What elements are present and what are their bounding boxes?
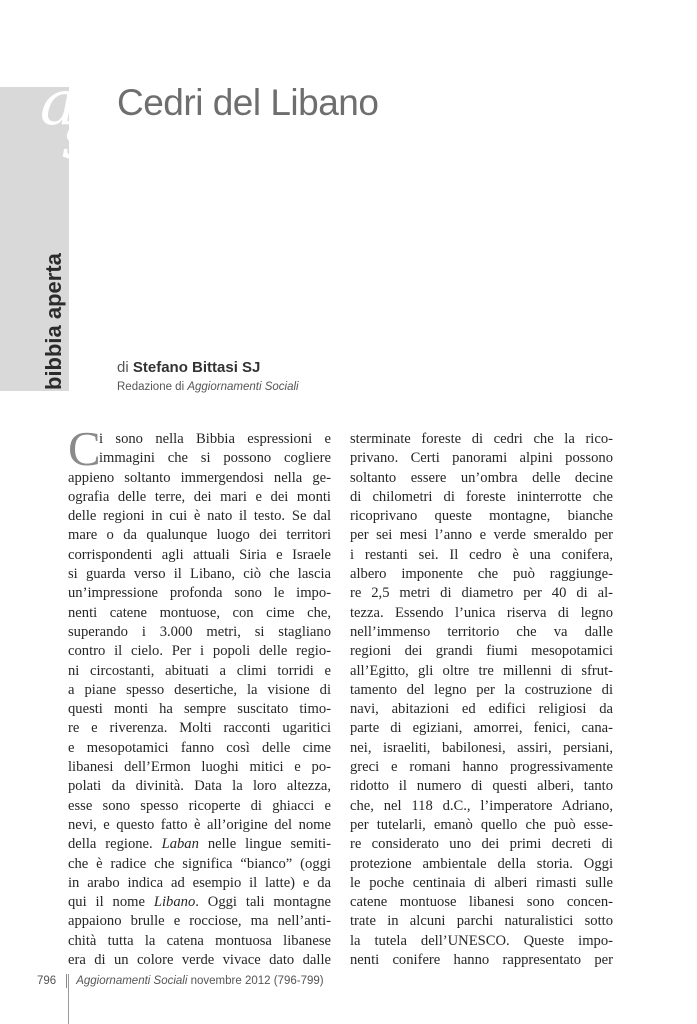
body-line: nenti catene montuose, con cime che,	[68, 604, 331, 621]
body-line: che, nel 118 d.C., l’imperatore Adriano,	[350, 797, 613, 814]
body-line: ricoprivano queste montagne, bianche	[350, 508, 613, 525]
body-line: ografia delle terre, dei mari e dei monti	[68, 488, 331, 505]
body-text: qui il nome	[68, 894, 145, 911]
body-line: appaiono brulle e rocciose, ma nell’anti-	[68, 913, 331, 930]
body-line: era di un colore verde vivace dato dalle	[68, 952, 331, 969]
body-line-with-italic	[68, 893, 331, 912]
body-line: nenti conifere hanno rappresentato per	[350, 952, 613, 969]
body-text: . Oggi tali montagne	[195, 894, 331, 911]
body-text: della regione.	[68, 836, 153, 853]
body-line: nell’immenso territorio che va dalle	[350, 623, 613, 640]
body-line: questi monti ha sempre suscitato timo-	[68, 701, 331, 718]
body-line: soltanto essere un’ombra delle decine	[350, 469, 613, 486]
drop-cap: C	[68, 421, 101, 476]
body-line: e mesopotamici fanno così delle cime	[68, 739, 331, 756]
body-line: regioni dei grandi fiumi mesopotamici	[350, 643, 613, 660]
author-name: Stefano Bittasi SJ	[132, 359, 261, 376]
footer-journal: Aggiornamenti Sociali	[76, 975, 188, 988]
journal-logo	[40, 66, 110, 173]
footer-issue: novembre 2012 (796-799)	[190, 975, 324, 988]
body-text: nelle lingue semiti-	[207, 836, 331, 853]
body-line: in arabo indica ad esempio il latte) e da	[68, 874, 331, 891]
body-column-right	[350, 430, 613, 970]
body-line: si guarda verso il Libano, ciò che lascia	[68, 566, 331, 583]
italic-term-libano: Libano	[153, 894, 196, 911]
body-line: ni circostanti, abituati a climi torridi e	[68, 662, 331, 679]
body-line: nevi, e questo fatto è all’origine del nome	[68, 816, 331, 833]
body-line: parte di egiziani, amorrei, fenici, cana-	[350, 720, 613, 737]
body-line: immagini che si possono cogliere	[99, 450, 331, 467]
body-line: di chilometri di foreste ininterrotte che	[350, 488, 613, 505]
body-line: per sei mesi l’anno e verde smeraldo per	[350, 527, 613, 544]
logo-letter-a: a	[40, 66, 77, 139]
body-line: nei, israeliti, babilonesi, assiri, persiani,	[350, 739, 613, 756]
body-line: polati da divinità. Data la loro altezza,	[68, 778, 331, 795]
body-line: chità tutta la catena montuosa libanese	[68, 932, 331, 949]
body-line: tezza. Essendo l’unica riserva di legno	[350, 604, 613, 621]
body-line: re considerato uno dei primi decreti di	[350, 836, 613, 853]
affiliation-prefix: Redazione di	[117, 381, 185, 393]
body-line: ridotto il numero di questi alberi, tanto	[350, 778, 613, 795]
body-line: protezione ambientale della storia. Oggi	[350, 855, 613, 872]
page-number: 796	[37, 975, 57, 988]
body-line: catene montuose libanesi sono concen-	[350, 894, 613, 911]
section-label: bibbia aperta	[41, 253, 66, 390]
body-line: corrispondenti agli attuali Siria e Israele	[68, 546, 331, 563]
footer-separator	[66, 974, 67, 988]
body-line: per tutelarli, emanò quello che può esse-	[350, 816, 613, 833]
body-line: che è radice che significa “bianco” (oggi	[68, 855, 331, 872]
body-line: re e riverenza. Molti racconti ugaritici	[68, 720, 331, 737]
body-line: superando i 3.000 metri, si stagliano	[68, 623, 331, 640]
body-line: libanesi dell’Ermon luoghi mitici e po-	[68, 759, 331, 776]
body-line: i restanti sei. Il cedro è una conifera,	[350, 546, 613, 563]
page-footer	[37, 974, 324, 988]
body-line: trate in alcuni parchi naturalistici sotto	[350, 913, 613, 930]
affiliation-journal: Aggiornamenti Sociali	[187, 381, 299, 393]
byline-prefix: di	[117, 359, 129, 376]
body-line: privano. Certi panorami alpini possono	[350, 450, 613, 467]
body-line-with-italic	[68, 835, 331, 854]
body-line: un’impressione profonda sono le impo-	[68, 585, 331, 602]
body-line: re 2,5 metri di diametro per 40 di al-	[350, 585, 613, 602]
logo-letter-s: s	[62, 100, 94, 173]
article-title: Cedri del Libano	[117, 82, 379, 123]
body-line: contro il cielo. Per i popoli delle regio-	[68, 643, 331, 660]
body-line: i sono nella Bibbia espressioni e	[99, 431, 331, 447]
body-line: delle regioni in cui è nato il testo. Se dal	[68, 508, 331, 525]
body-line: albero imponente che può raggiunge-	[350, 566, 613, 583]
body-line: appieno soltanto immergendosi nella ge-	[68, 469, 331, 486]
body-line: tamento del legno per la costruzione di	[350, 681, 613, 698]
author-affiliation	[117, 380, 299, 394]
body-line: a piane spesso desertiche, la visione di	[68, 681, 331, 698]
italic-term-laban: Laban	[161, 836, 199, 853]
body-line: esse sono spesso ricoperte di ghiacci e	[68, 797, 331, 814]
body-column-left	[68, 421, 331, 970]
body-line: le poche centinaia di alberi rimasti sulle	[350, 874, 613, 891]
body-line: la tutela dell’UNESCO. Queste impo-	[350, 932, 613, 949]
byline	[117, 359, 260, 377]
body-line: all’Egitto, gli oltre tre millenni di sfrut-	[350, 662, 613, 679]
body-line: navi, abitazioni ed edifici religiosi da	[350, 701, 613, 718]
body-line: sterminate foreste di cedri che la rico-	[350, 431, 613, 447]
body-line: greci e romani hanno progressivamente	[350, 759, 613, 776]
body-line: mare o da qualunque luogo dei territori	[68, 527, 331, 544]
